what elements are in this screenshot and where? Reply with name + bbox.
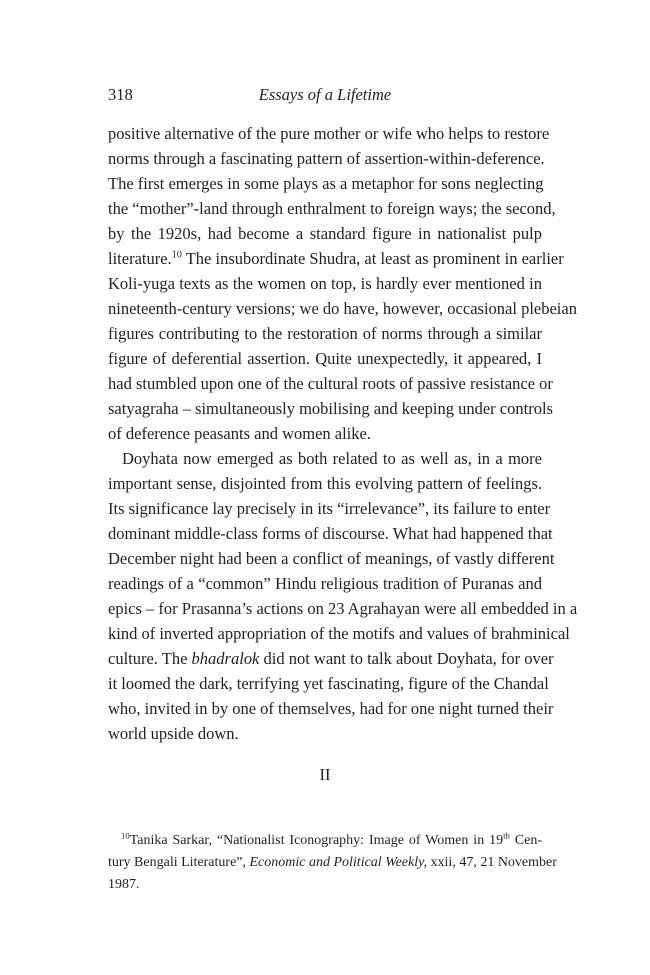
italic-term: bhadralok: [191, 649, 260, 668]
text-line: had stumbled upon one of the cultural roots of passive resistance or: [108, 374, 553, 393]
text-line: who, invited in by one of themselves, had for one night turned their: [108, 699, 554, 718]
text-line: world upside down.: [108, 724, 239, 743]
text-line: figures contributing to the restoration of norms through a similar: [108, 324, 542, 343]
page-number: 318: [108, 85, 133, 104]
text-line: dominant middle-class forms of discourse. What had happened that: [108, 524, 553, 543]
section-heading: II: [319, 765, 331, 784]
text-segment: culture. The: [108, 649, 192, 668]
footnote-line: [121, 830, 542, 852]
text-line: readings of a “common” Hindu religious tradition of Puranas and: [108, 574, 542, 593]
footnote-line: [108, 852, 557, 874]
running-head: [108, 85, 542, 109]
text-line-with-note: [108, 246, 564, 271]
text-line: December night had been a conflict of meanings, of vastly different: [108, 549, 555, 568]
text-line: it loomed the dark, terrifying yet fascinating, figure of the Chandal: [108, 674, 549, 693]
text-segment: Cen-: [509, 833, 543, 848]
text-segment: Tanika Sarkar, “Nationalist Iconography: Image of Women in 19: [129, 833, 504, 848]
footnote-line: 1987.: [108, 877, 140, 892]
text-line: Doyhata now emerged as both related to as well as, in a more: [122, 449, 542, 468]
text-line: by the 1920s, had become a standard figure in nationalist pulp: [108, 224, 542, 243]
text-line: of deference peasants and women alike.: [108, 424, 371, 443]
journal-title: Economic and Political Weekly,: [249, 855, 428, 870]
text-line: kind of inverted appropriation of the motifs and values of brahminical: [108, 624, 570, 643]
text-line: nineteenth-century versions; we do have, however, occasional plebeian: [108, 299, 577, 318]
text-line: The first emerges in some plays as a metaphor for sons neglecting: [108, 174, 544, 193]
text-segment: tury Bengali Literature”,: [108, 855, 250, 870]
text-segment: The insubordinate Shudra, at least as prominent in earlier: [181, 249, 564, 268]
text-segment: did not want to talk about Doyhata, for over: [259, 649, 554, 668]
footnote-number: 10: [121, 830, 130, 841]
text-segment: xxii, 47, 21 November: [427, 855, 557, 870]
running-title: Essays of a Lifetime: [258, 85, 392, 104]
text-line: positive alternative of the pure mother or wife who helps to restore: [108, 124, 550, 143]
text-segment: literature.: [108, 249, 172, 268]
text-line: important sense, disjointed from this evolving pattern of feelings.: [108, 474, 542, 493]
superscript: th: [503, 830, 510, 841]
text-line: the “mother”-land through enthralment to foreign ways; the second,: [108, 199, 556, 218]
footnote-reference: 10: [171, 249, 182, 261]
text-line: Koli-yuga texts as the women on top, is hardly ever mentioned in: [108, 274, 542, 293]
text-line: figure of deferential assertion. Quite unexpectedly, it appeared, I: [108, 349, 542, 368]
text-line: satyagraha – simultaneously mobilising and keeping under controls: [108, 399, 553, 418]
text-line: epics – for Prasanna’s actions on 23 Agrahayan were all embedded in a: [108, 599, 578, 618]
text-line: norms through a fascinating pattern of assertion-within-deference.: [108, 149, 545, 168]
text-line: Its significance lay precisely in its “irrelevance”, its failure to enter: [108, 499, 551, 518]
